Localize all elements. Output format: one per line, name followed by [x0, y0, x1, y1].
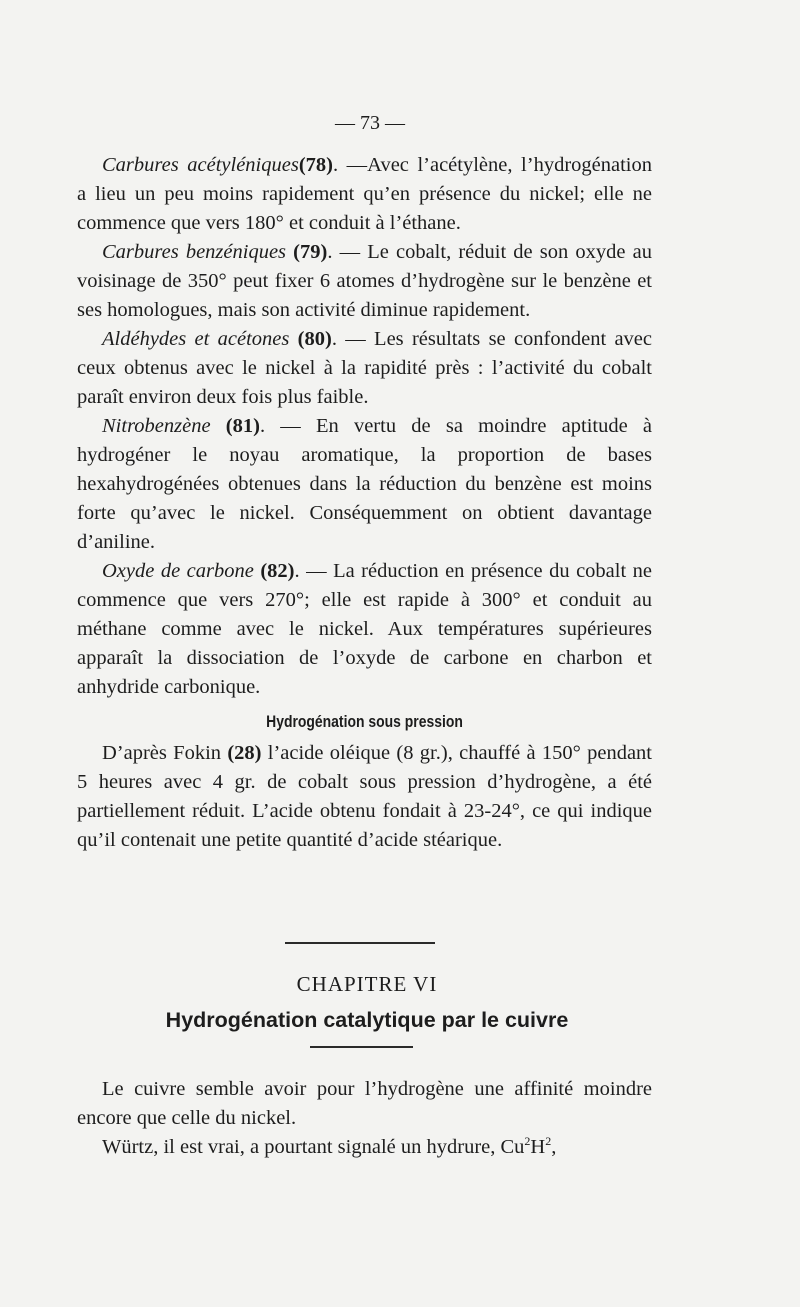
- paragraph-nitrobenzene: [77, 412, 652, 557]
- section-cobalt-text: [77, 151, 652, 855]
- chapter-label: CHAPITRE VI: [296, 972, 438, 996]
- reference-number: (82): [260, 560, 295, 582]
- paragraph-text: l’acide oléique (8 gr.), chauffé à 150° pendant 5 heures avec 4 gr. de cobalt sous pression d’hydrogène, a été partiellement réduit. L’acide obtenu fondait à 23-24°, ce qui indique qu’il contenait une petite quantité d’acide stéarique.: [77, 742, 652, 851]
- paragraph-text: ,: [551, 1136, 557, 1158]
- chapter-title: Hydrogénation catalytique par le cuivre: [165, 1008, 569, 1032]
- paragraph-label: Oxyde de carbone: [102, 560, 254, 582]
- paragraph-label: Carbures benzéniques: [102, 241, 287, 263]
- paragraph-text: . — En vertu de sa moindre aptitude à hydrogéner le noyau aromatique, la proportion de bases hexahydrogénées obtenues dans la réduction du benzène est moins forte qu’avec le nickel. Conséquemment on obtient davantage d’aniline.: [77, 415, 652, 553]
- reference-number: (79): [293, 241, 328, 263]
- paragraph-acetylenic: [77, 151, 652, 238]
- paragraph-text: D’après Fokin: [102, 742, 228, 764]
- reference-number: (81): [225, 415, 260, 437]
- paragraph-text: . — Le cobalt, réduit de son oxyde au voisinage de 350° peut fixer 6 atomes d’hydrogène sur le benzène et ses homologues, mais son activité diminue rapidement.: [77, 241, 652, 321]
- chapter-title-rule: [310, 1046, 413, 1048]
- paragraph-label: Carbures acétyléniques: [102, 154, 299, 176]
- chapter-text: [77, 1075, 652, 1162]
- page-number: — 73 —: [335, 112, 405, 134]
- paragraph-wurtz: [77, 1133, 652, 1162]
- paragraph-label: Aldéhydes et acétones: [102, 328, 290, 350]
- section-subheading: Hydrogénation sous pression: [266, 712, 463, 731]
- paragraph-pressure: [77, 739, 652, 855]
- superscript: 2: [524, 1134, 531, 1149]
- paragraph-text: . — La réduction en présence du cobalt ne commence que vers 270°; elle est rapide à 300° et conduit au méthane comme avec le nickel. Aux températures supérieures apparaît la dissociation de l’oxyde de carbone en charbon et anhydride carbonique.: [77, 560, 652, 698]
- paragraph-label: Nitrobenzène: [102, 415, 211, 437]
- paragraph-benzenic: [77, 238, 652, 325]
- reference-number: (28): [227, 742, 262, 764]
- paragraph-copper-affinity: Le cuivre semble avoir pour l’hydrogène une affinité moindre encore que celle du nickel.: [77, 1078, 652, 1129]
- paragraph-text: Würtz, il est vrai, a pourtant signalé un hydrure, Cu: [102, 1136, 525, 1158]
- paragraph-text: . —Avec l’acétylène, l’hydrogénation a lieu un peu moins rapidement qu’en présence du nickel; elle ne commence que vers 180° et conduit à l’éthane.: [77, 154, 652, 234]
- paragraph-text: . — Les résultats se confondent avec ceux obtenus avec le nickel à la rapidité près : l’activité du cobalt paraît environ deux fois plus faible.: [77, 328, 653, 408]
- reference-number: (78): [298, 154, 333, 176]
- formula-letter: H: [530, 1136, 546, 1158]
- reference-number: (80): [297, 328, 332, 350]
- superscript: 2: [545, 1134, 552, 1149]
- paragraph-carbon-oxide: [77, 557, 652, 702]
- section-divider-rule: [285, 942, 435, 944]
- paragraph-aldehydes: [77, 325, 652, 412]
